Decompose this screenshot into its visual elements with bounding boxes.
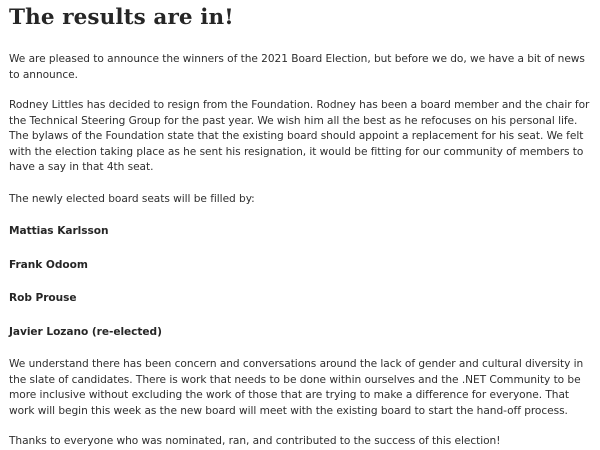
winner-name: Rob Prouse [9, 292, 77, 304]
page-title: The results are in! [9, 5, 234, 30]
winner-name: Mattias Karlsson [9, 225, 109, 237]
article [9, 0, 597, 450]
thanks-paragraph: Thanks to everyone who was nominated, ran, and contributed to the success of this election! [9, 435, 501, 447]
intro-paragraph: We are pleased to announce the winners of the 2021 Board Election, but before we do, we have a bit of news to announce. [9, 53, 585, 81]
resignation-paragraph: Rodney Littles has decided to resign from the Foundation. Rodney has been a board member and the chair for the Technical Steering Group for the past year. We wish him all the best as he refocuses on his personal life. The bylaws of the Foundation state that the existing board should appoint a replacement for his seat. We felt with the election taking place as he sent his resignation, it would be fitting for our community of members to have a say in that 4th seat. [9, 99, 590, 173]
winner-name: Frank Odoom [9, 258, 88, 271]
diversity-paragraph: We understand there has been concern and conversations around the lack of gender and cultural diversity in the slate of candidates. There is work that needs to be done within ourselves and the .NET Community to be more inclusive without excluding the work of those that are trying to make a difference for everyone. That work will begin this week as the new board will meet with the existing board to start the hand-off process. [9, 358, 584, 417]
winner-name: Javier Lozano (re-elected) [9, 325, 162, 338]
winners-lead-paragraph: The newly elected board seats will be filled by: [9, 192, 255, 205]
